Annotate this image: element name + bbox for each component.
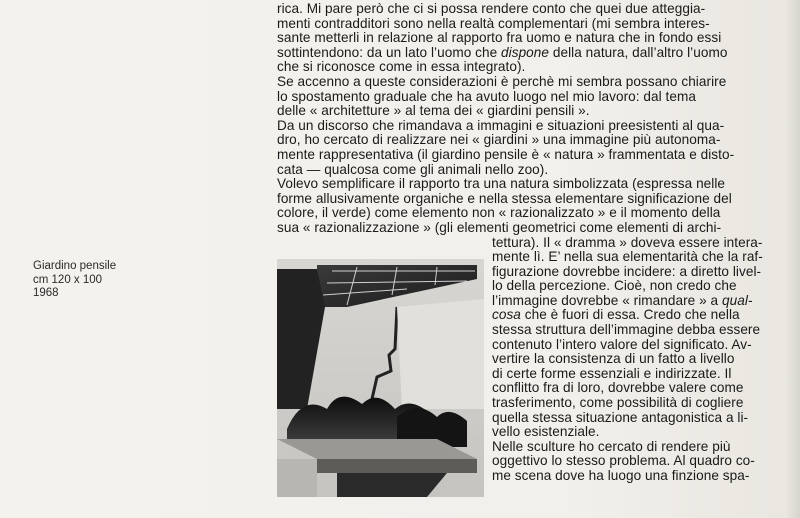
emphasis-dispone: dispone (501, 44, 550, 60)
text-run: sottintendono: da un lato l’uomo che (277, 44, 502, 60)
text-run: della natura, dall’altro l’uomo (549, 44, 728, 60)
artwork-caption (33, 260, 116, 301)
text-run: che è fuori di essa. Credo che nella (520, 307, 740, 323)
text-line: oggettivo lo stesso problema. Al quadro co- (492, 453, 755, 469)
text-line: Se accenno a queste considerazioni è perchè mi sembra possano chiarire (277, 73, 727, 89)
text-line: sante metterli in relazione al rapporto fra uomo e natura che in fondo essi (277, 30, 722, 46)
text-line: vertire la consistenza di un fatto a livello (492, 351, 735, 367)
text-line: cata — qualcosa come gli animali nello zoo). (277, 161, 549, 177)
text-line: menti contradditori sono nella realtà complementari (mi sembra interes- (277, 15, 710, 31)
text-line: di certe forme essenziali e indirizzate. Il (492, 365, 732, 381)
text-line: lo spostamento graduale che ha avuto luogo nel mio lavoro: dal tema (277, 88, 696, 104)
text-line: tettura). Il « dramma » doveva essere intera- (492, 234, 763, 250)
text-line: figurazione dovrebbe incidere: a diretto livel- (492, 263, 762, 279)
text-line: Nelle sculture ho cercato di rendere più (492, 438, 731, 454)
caption-dimensions: cm 120 x 100 (33, 273, 103, 286)
text-line: quella stessa situazione antagonistica a li- (492, 409, 749, 425)
base-slab-front (317, 459, 477, 473)
text-line: trasferimento, come possibilità di cogliere (492, 395, 744, 411)
caption-title: Giardino pensile (33, 260, 117, 272)
text-line: colore, il verde) come elemento non « razionalizzato » e il momento della (277, 205, 721, 221)
caption-year: 1968 (33, 287, 59, 299)
page-fold-shadow (786, 0, 800, 518)
text-line: forme allusivamente organiche e nella stessa elementare significazione del (277, 190, 732, 206)
text-line: stessa struttura dell’immagine debba essere (492, 322, 761, 338)
text-line: dro, ho cercato di realizzare nei « giardini » una immagine più autonoma- (277, 132, 721, 148)
emphasis-qualcosa-end: cosa (492, 307, 521, 323)
text-line: che si riconosce come in essa integrato). (277, 59, 526, 75)
text-line: lo della percezione. Cioè, non credo che (492, 278, 737, 294)
text-line: rica. Mi pare però che ci si possa rendere conto che quei due atteggia- (277, 1, 706, 16)
text-line: sua « razionalizzazione » (gli elementi geometrici come elementi di archi- (277, 219, 722, 235)
giardino-pensile-image (277, 259, 484, 497)
right-plane (397, 299, 484, 409)
text-line: contenuto l’intero valore del significato. Av- (492, 336, 752, 352)
text-run: l’immagine dovrebbe « rimandare » a (492, 292, 722, 308)
text-line: Volevo semplificare il rapporto tra una natura simbolizzata (espressa nelle (277, 176, 726, 192)
text-line: conflitto fra di loro, dovrebbe valere come (492, 380, 744, 396)
text-line: me scena dove ha luogo una finzione spa- (492, 468, 750, 483)
lower-left-block (277, 459, 317, 497)
text-line: Da un discorso che rimandava a immagini e situazioni preesistenti al qua- (277, 117, 725, 133)
text-line: mente lì. E’ nella sua elementarità che la raf- (492, 249, 763, 265)
emphasis-qualcosa: qual- (722, 292, 753, 308)
text-line (277, 46, 763, 61)
text-line: delle « architetture » al tema dei « giardini pensili ». (277, 103, 590, 119)
artwork-photo (277, 259, 484, 497)
text-line: vello esistenziale. (492, 424, 600, 440)
text-line: mente rappresentativa (il giardino pensile è « natura » frammentata e disto- (277, 146, 735, 162)
